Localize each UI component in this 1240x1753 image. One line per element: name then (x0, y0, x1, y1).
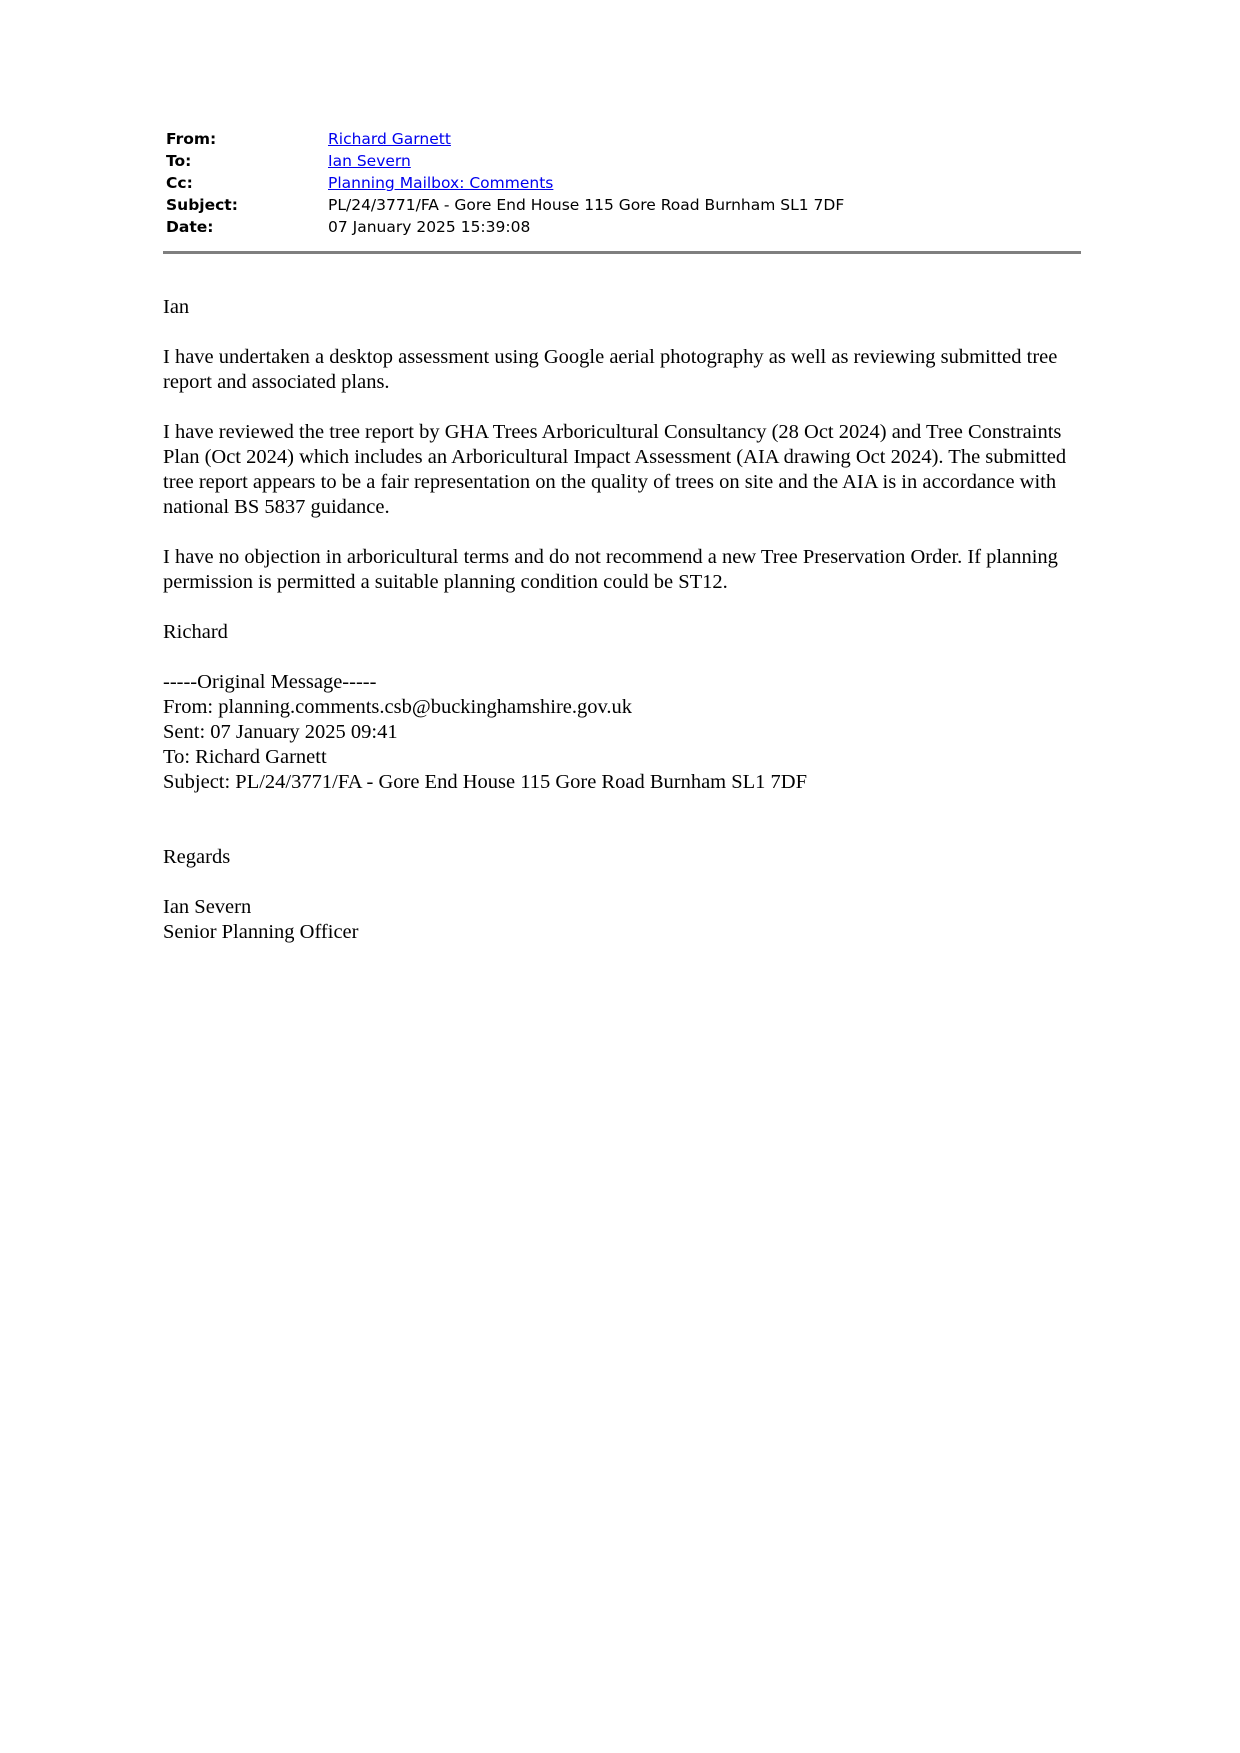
original-subject: Subject: PL/24/3771/FA - Gore End House 115 Gore Road Burnham SL1 7DF (163, 771, 807, 793)
body-paragraph-1: I have undertaken a desktop assessment using Google aerial photography as well as reviewing submitted tree report and associated plans. (163, 346, 1058, 393)
header-divider (163, 251, 1081, 254)
greeting: Ian (163, 296, 190, 318)
body-paragraph-2: I have reviewed the tree report by GHA Trees Arboricultural Consultancy (28 Oct 2024) and Tree Constraints Plan (Oct 2024) which includes an Arboricultural Impact Assessment (AIA drawing Oct 2024). The submitted tree report appears to be a fair representation on the quality of trees on site and the AIA is in accordance with national BS 5837 guidance. (163, 421, 1067, 518)
date-row (163, 216, 1083, 238)
to-row (163, 150, 1083, 172)
cc-label: Cc: (166, 174, 193, 192)
sender-title: Senior Planning Officer (163, 921, 359, 943)
original-sent: Sent: 07 January 2025 09:41 (163, 721, 398, 743)
to-link[interactable]: Ian Severn (328, 152, 411, 170)
cc-link[interactable]: Planning Mailbox: Comments (328, 174, 554, 192)
email-header (163, 128, 1083, 238)
email-body (163, 295, 1083, 970)
from-row (163, 128, 1083, 150)
subject-value: PL/24/3771/FA - Gore End House 115 Gore Road Burnham SL1 7DF (328, 196, 845, 214)
subject-label: Subject: (166, 196, 238, 214)
from-label: From: (166, 130, 217, 148)
signoff: Richard (163, 621, 228, 643)
date-label: Date: (166, 218, 214, 236)
to-label: To: (166, 152, 192, 170)
cc-row (163, 172, 1083, 194)
original-message (163, 670, 1083, 795)
from-link[interactable]: Richard Garnett (328, 130, 451, 148)
original-message-marker: -----Original Message----- (163, 671, 377, 693)
date-value: 07 January 2025 15:39:08 (328, 218, 531, 236)
signature (163, 895, 1083, 945)
original-from: From: planning.comments.csb@buckinghamshire.gov.uk (163, 696, 633, 718)
original-to: To: Richard Garnett (163, 746, 327, 768)
body-paragraph-3: I have no objection in arboricultural terms and do not recommend a new Tree Preservation Order. If planning permission is permitted a suitable planning condition could be ST12. (163, 546, 1058, 593)
subject-row (163, 194, 1083, 216)
regards: Regards (163, 846, 231, 868)
sender-name: Ian Severn (163, 896, 252, 918)
